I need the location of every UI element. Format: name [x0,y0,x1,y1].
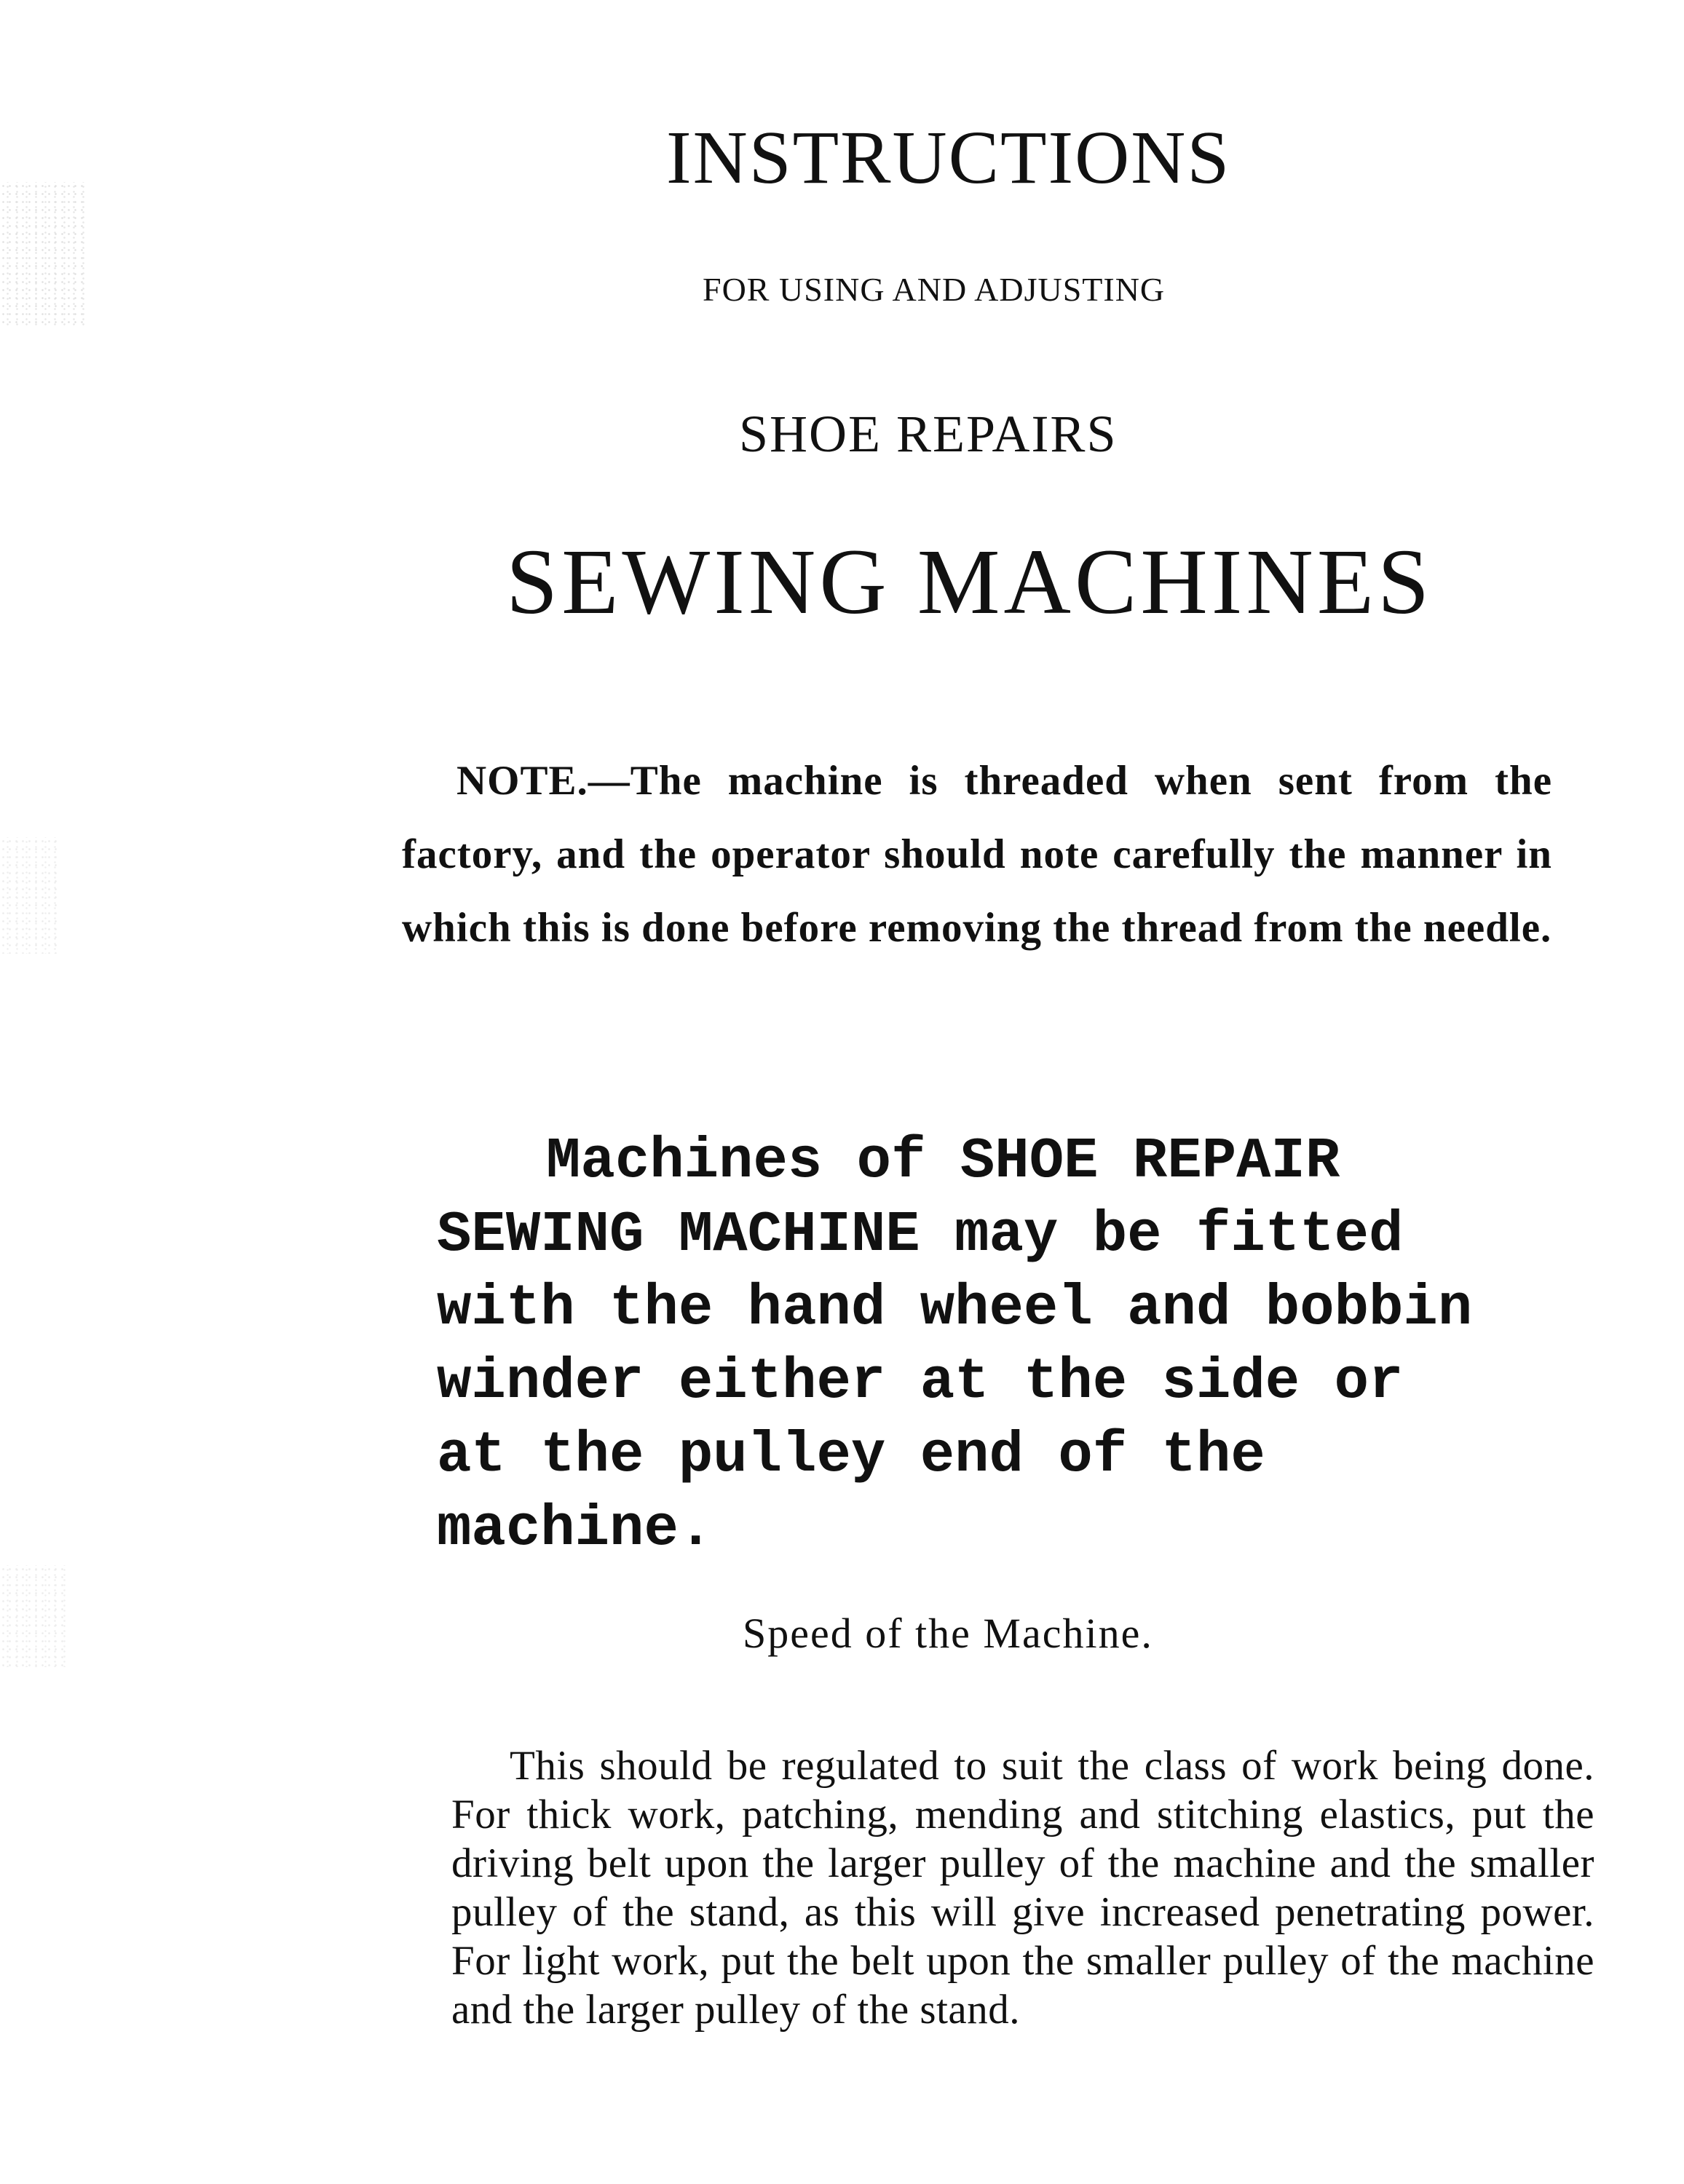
page-title: INSTRUCTIONS [666,116,1231,199]
typed-notice-line: winder either at the side or [437,1349,1404,1415]
typed-notice-line: with the hand wheel and bobbin [437,1275,1473,1341]
scan-speckle [0,1565,66,1667]
typed-notice [437,1125,1573,1566]
page-subtitle: FOR USING AND ADJUSTING [703,271,1166,308]
scan-speckle [0,182,87,328]
speed-section-body: This should be regulated to suit the class of work being done. For thick work, patching, mending and stitching elastics, put the driving belt upon the larger pulley of the machine and the smaller pulley of the stand, as this will give increased penetrating power. For light work, put the belt upon the smaller pulley of the machine and the larger pulley of the stand. [451,1743,1594,2033]
product-heading: SEWING MACHINES [506,530,1434,633]
product-line-heading: SHOE REPAIRS [739,405,1118,463]
typed-notice-line: Machines of SHOE REPAIR [546,1128,1340,1194]
scan-speckle [0,837,58,954]
note-paragraph: NOTE.—The machine is threaded when sent from the factory, and the operator should note carefully the manner in which this is done before removing the thread from the needle. [402,758,1552,951]
typed-notice-line: machine. [437,1496,713,1562]
speed-section-heading: Speed of the Machine. [743,1610,1153,1657]
typed-notice-line: SEWING MACHINE may be fitted [437,1202,1404,1267]
typed-notice-line: at the pulley end of the [437,1423,1265,1488]
